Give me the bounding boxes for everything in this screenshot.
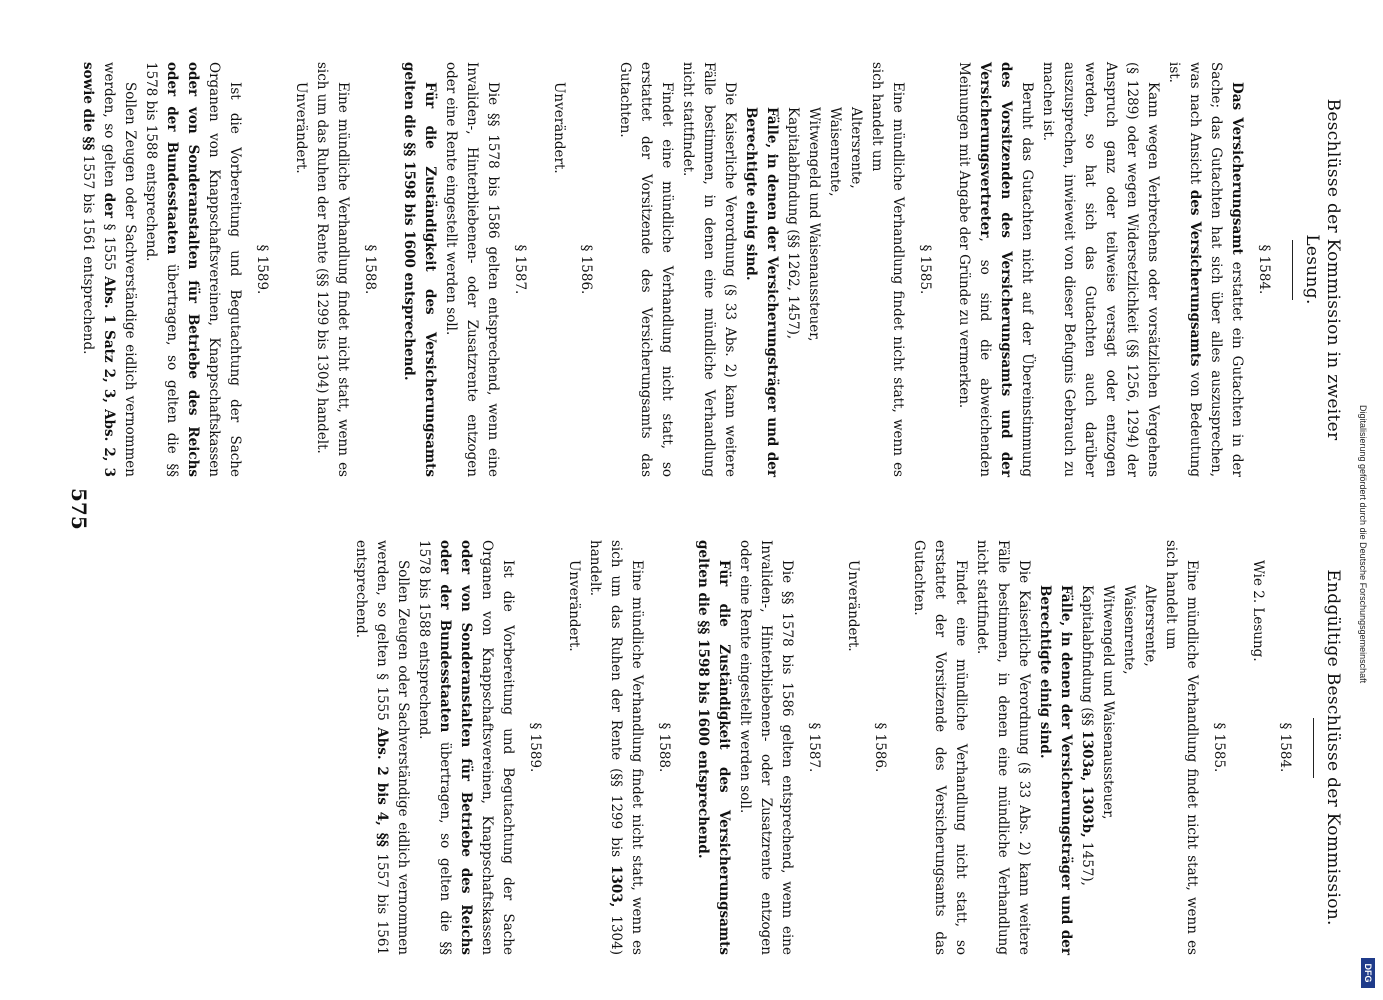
- list-item: Waisenrente,: [1121, 585, 1137, 675]
- text: § 1555: [101, 218, 117, 277]
- paragraph: Findet eine mündliche Verhandlung nicht statt, so erstattet der Vorsitzende des Versicherungsamts das Gutachten.: [617, 62, 675, 477]
- paragraph: Die §§ 1578 bis 1586 gelten entsprechend, wenn eine Invaliden-, Hinterbliebenen- oder Zusatzrente entzogen oder eine Rente eingestellt werden soll.: [737, 540, 795, 955]
- list-item: Witwengeld und Waisenaussteuer,: [806, 107, 822, 342]
- text: 1457),: [1079, 837, 1095, 886]
- bold-text: Für die Zuständigkeit des Versicherungsamts gelten die §§ 1598 bis 1600 entsprechend.: [401, 62, 438, 477]
- bold-text: Abs. 2 bis 4, §§: [374, 727, 390, 847]
- section-title: § 1588.: [362, 244, 378, 295]
- divider: [1313, 718, 1314, 778]
- text: erstattet ein Gutachten in der Sache; das Gutachten hat sich über alles auszusprechen, was nach Ansicht: [1187, 62, 1245, 477]
- paragraph: Die Kaiserliche Verordnung (§ 33 Abs. 2) kann weitere Fälle bestimmen, in denen eine mündliche Verhandlung nicht stattfindet.: [680, 62, 738, 477]
- paragraph: [953, 62, 1037, 477]
- paragraph: [1163, 62, 1247, 477]
- list-item: Altersrente,: [848, 107, 864, 189]
- section-title: § 1587.: [512, 244, 528, 295]
- section-title: § 1588.: [656, 722, 672, 773]
- dfg-logo: DFG: [1361, 958, 1375, 988]
- page-number: 575: [67, 488, 91, 530]
- section-title: § 1585.: [917, 244, 933, 295]
- bold-text: oder von Sonderanstalten für Betriebe des Reichs oder der Bundesstaaten: [164, 62, 201, 477]
- bold-text: der: [101, 192, 117, 219]
- paragraph: Eine mündliche Verhandlung findet nicht statt, wenn es sich handelt um: [869, 62, 906, 477]
- paragraph: [584, 540, 647, 955]
- paragraph: Unverändert.: [566, 560, 582, 652]
- text: , so sind die abweichenden Meinungen mit Angabe der Gründe zu vermerken.: [956, 62, 993, 477]
- list-item: Witwengeld und Waisenaussteuer,: [1100, 585, 1116, 820]
- digitization-credit: Digitalisierung gefördert durch die Deutsche Forschungsgemeinschaft: [1358, 405, 1368, 684]
- paragraph: Unverändert.: [293, 82, 309, 174]
- text: Sollen Zeugen oder Sachverständige eidlich vernommen werden, so gelten § 1555: [374, 540, 411, 955]
- section-title: § 1589.: [254, 244, 270, 295]
- paragraph: Die §§ 1578 bis 1586 gelten entsprechend, wenn eine Invaliden-, Hinterbliebenen- oder Zusatzrente entzogen oder eine Rente eingestellt werden soll.: [443, 62, 501, 477]
- text: Kapitalabfindung (§§: [1079, 585, 1095, 731]
- list-item: [1076, 540, 1097, 955]
- paragraph: Eine mündliche Verhandlung findet nicht statt, wenn es sich um das Ruhen der Rente (§§ 1299 bis 1304) handelt.: [314, 62, 351, 477]
- bold-text: Das Versicherungsamt: [1229, 82, 1245, 255]
- section-title: § 1584.: [1256, 244, 1272, 295]
- paragraph: [77, 62, 140, 477]
- text: 1304) handelt.: [587, 540, 624, 955]
- column-second-reading: [77, 62, 1343, 477]
- bold-text: Fälle, in denen der Versicherungsträger und der Berechtigte einig sind.: [743, 107, 780, 477]
- list-item: Kapitalabfindung (§§ 1262, 1457),: [785, 107, 801, 340]
- paragraph: Unverändert.: [551, 82, 567, 174]
- paragraph: [350, 540, 413, 955]
- bold-text: Abs. 1 Satz 2, 3, Abs. 2, 3 sowie die §§: [80, 62, 117, 478]
- bold-text: Fälle, in denen der Versicherungsträger und der Berechtigte einig sind.: [1037, 585, 1074, 955]
- text: 1557 bis 1561 entsprechend.: [80, 150, 96, 355]
- section-title: § 1584.: [1277, 722, 1293, 773]
- text: Beruht das Gutachten nicht auf der Übereinstimmung: [1019, 82, 1035, 477]
- text: 1557 bis 1561 entsprechend.: [353, 540, 390, 956]
- text: Ist die Vorbereitung und Begutachtung der Sache Organen von Knappschaftsvereinen, Knappschaftskassen: [206, 62, 243, 477]
- paragraph: Kann wegen Verbrechens oder vorsätzlichen Vergehens (§ 1289) oder wegen Widersetzlichkeit (§§ 1256, 1294) der Anspruch ganz oder teilweise versagt oder entzogen werden, so hat sich das Gutachten auch darüber auszusprechen, inwieweit von dieser Befugnis Gebrauch zu machen ist.: [1040, 62, 1161, 477]
- paragraph: [140, 62, 245, 477]
- paragraph: Wie 2. Lesung.: [1250, 560, 1266, 662]
- section-title: § 1585.: [1211, 722, 1227, 773]
- text: Eine mündliche Verhandlung findet nicht statt, wenn es sich um das Ruhen der Rente (§§ 1299 bis: [608, 540, 645, 955]
- text: übertragen, so gelten die §§ 1578 bis 1588 entsprechend.: [416, 540, 453, 955]
- list-item: [740, 62, 782, 477]
- section-title: § 1586.: [578, 244, 594, 295]
- section-title: § 1586.: [872, 722, 888, 773]
- paragraph: [398, 62, 440, 477]
- bold-text: 1303,: [608, 865, 624, 908]
- section-title: § 1587.: [806, 722, 822, 773]
- paragraph: Unverändert.: [845, 560, 861, 652]
- paragraph: Die Kaiserliche Verordnung (§ 33 Abs. 2) kann weitere Fälle bestimmen, in denen eine mündliche Verhandlung nicht stattfindet.: [974, 540, 1032, 955]
- bold-text: des Vorsitzenden des Versicherungsamts und der Versicherungsvertreter: [977, 62, 1014, 477]
- column-heading: Beschlüsse der Kommission in zweiter Lesung.: [1302, 98, 1343, 441]
- section-title: § 1589.: [527, 722, 543, 773]
- paragraph: Eine mündliche Verhandlung findet nicht statt, wenn es sich handelt um: [1163, 540, 1200, 955]
- text: übertragen, so gelten die §§ 1578 bis 1588 entsprechend.: [143, 62, 180, 477]
- list-item: Waisenrente,: [827, 107, 843, 197]
- list-item: Altersrente,: [1142, 585, 1158, 667]
- text: Sollen Zeugen oder Sachverständige eidlich vernommen werden, so gelten: [101, 62, 138, 477]
- bold-text: Für die Zuständigkeit des Versicherungsamts gelten die §§ 1598 bis 1600 entsprechend.: [695, 540, 732, 955]
- paragraph: [413, 540, 518, 955]
- divider: [1292, 240, 1293, 300]
- text: von Bedeutung ist.: [1166, 62, 1203, 477]
- paragraph: [692, 540, 734, 955]
- column-heading: Endgültige Beschlüsse der Kommission.: [1323, 569, 1343, 926]
- list-item: [1034, 540, 1076, 955]
- column-final-decisions: [350, 540, 1343, 955]
- paragraph: Findet eine mündliche Verhandlung nicht statt, so erstattet der Vorsitzende des Versicherungsamts das Gutachten.: [911, 540, 969, 955]
- bold-text: 1303a, 1303b,: [1079, 730, 1095, 838]
- text: Ist die Vorbereitung und Begutachtung der Sache Organen von Knappschaftsvereinen, Knappschaftskassen: [479, 540, 516, 955]
- bold-text: des Versicherungsamts: [1187, 189, 1203, 367]
- bold-text: oder von Sonderanstalten für Betriebe des Reichs oder der Bundesstaaten: [437, 540, 474, 955]
